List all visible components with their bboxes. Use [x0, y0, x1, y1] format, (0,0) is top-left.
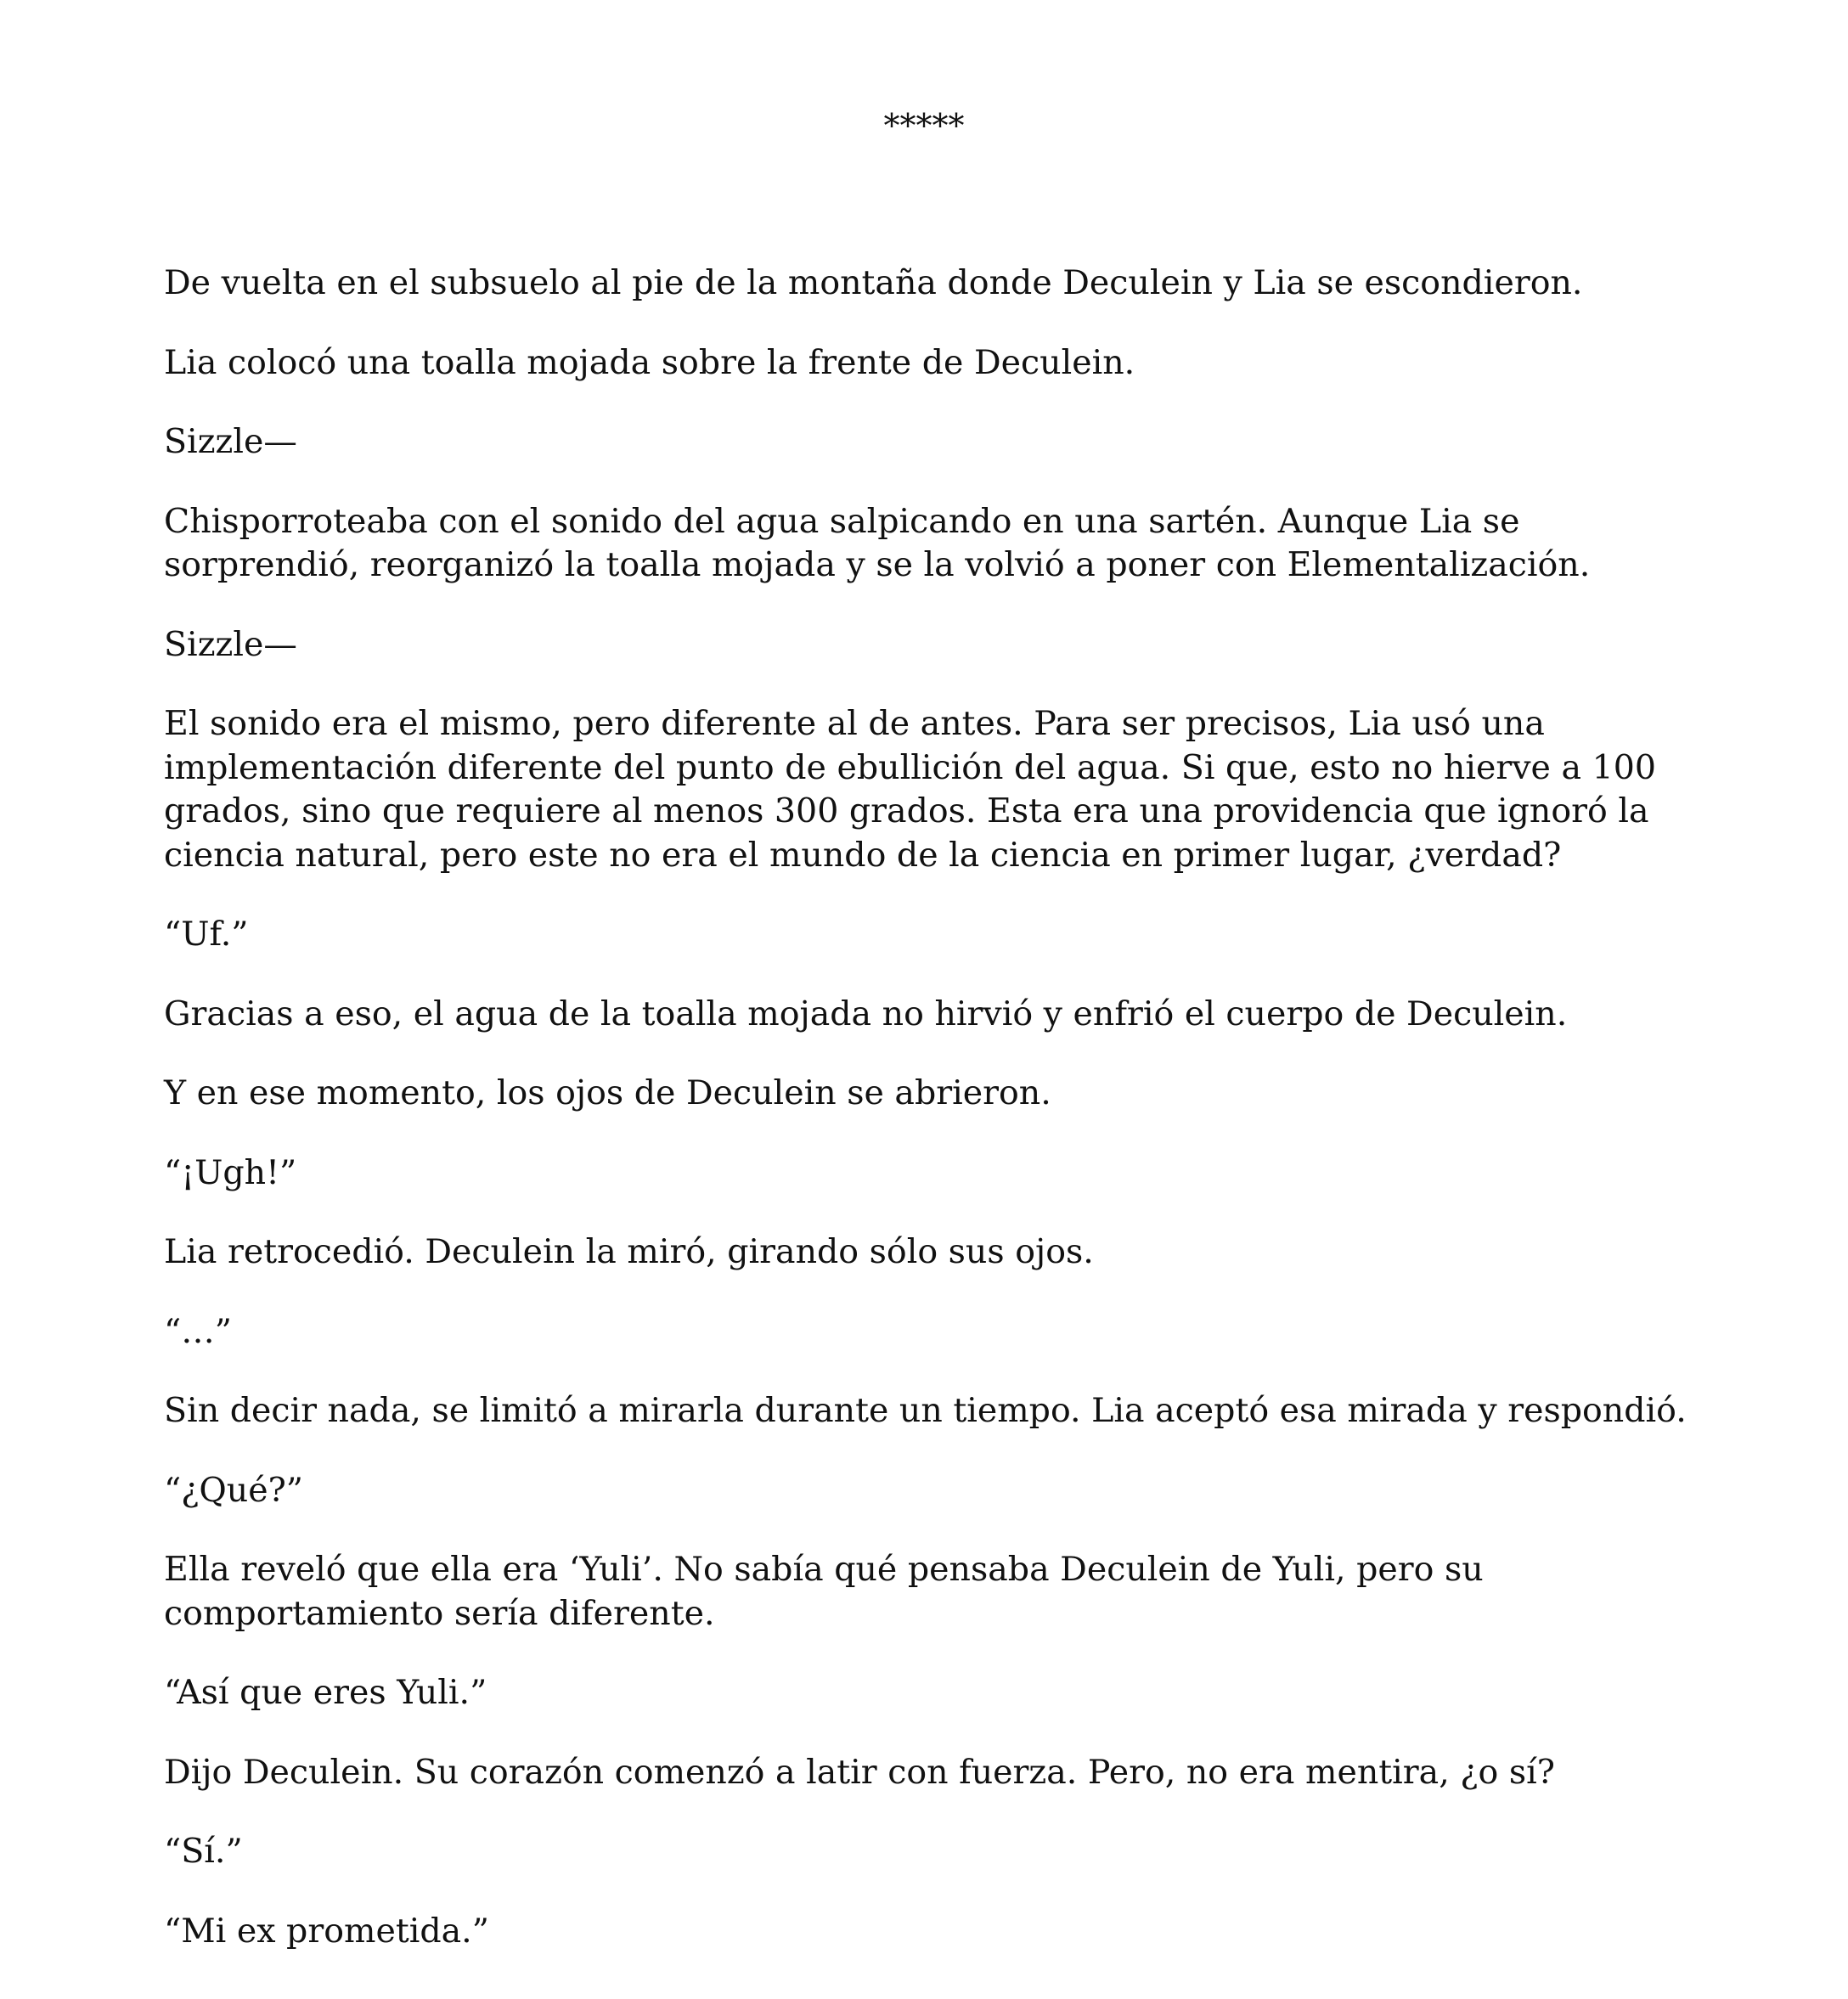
paragraph: Ella reveló que ella era ‘Yuli’. No sabía qué pensaba Deculein de Yuli, pero su comportamiento sería diferente.	[164, 1550, 1484, 1633]
paragraph: Y en ese momento, los ojos de Deculein se abrieron.	[164, 1073, 1051, 1112]
dialogue-line: “Uf.”	[164, 915, 249, 954]
document-body	[164, 262, 1710, 1989]
paragraph: Sizzle—	[164, 422, 297, 461]
paragraph: De vuelta en el subsuelo al pie de la montaña donde Deculein y Lia se escondieron.	[164, 263, 1583, 302]
paragraph: Lia retrocedió. Deculein la miró, girando sólo sus ojos.	[164, 1232, 1094, 1271]
dialogue-line: “Mi ex prometida.”	[164, 1911, 489, 1951]
dialogue-line: “¿Qué?”	[164, 1470, 303, 1510]
paragraph: Sin decir nada, se limitó a mirarla durante un tiempo. Lia aceptó esa mirada y respondió.	[164, 1391, 1687, 1430]
dialogue-line: “Sí.”	[164, 1832, 243, 1871]
paragraph: Dijo Deculein. Su corazón comenzó a latir con fuerza. Pero, no era mentira, ¿o sí?	[164, 1752, 1555, 1792]
section-separator: *****	[883, 107, 965, 144]
paragraph: Sizzle—	[164, 624, 297, 664]
paragraph: Gracias a eso, el agua de la toalla mojada no hirvió y enfrió el cuerpo de Deculein.	[164, 994, 1568, 1033]
paragraph: El sonido era el mismo, pero diferente al de antes. Para ser precisos, Lia usó una implementación diferente del punto de ebullición del agua. Si que, esto no hierve a 100 grados, sino que requiere al menos 300 grados. Esta era una providencia que ignoró la ciencia natural, pero este no era el mundo de la ciencia en primer lugar, ¿verdad?	[164, 704, 1656, 875]
dialogue-line: “…”	[164, 1311, 232, 1351]
dialogue-line: “Así que eres Yuli.”	[164, 1673, 487, 1712]
paragraph: Chisporroteaba con el sonido del agua salpicando en una sartén. Aunque Lia se sorprendió, reorganizó la toalla mojada y se la volvió a poner con Elementalización.	[164, 501, 1591, 584]
paragraph: Lia colocó una toalla mojada sobre la frente de Deculein.	[164, 342, 1135, 382]
dialogue-line: “¡Ugh!”	[164, 1152, 297, 1192]
